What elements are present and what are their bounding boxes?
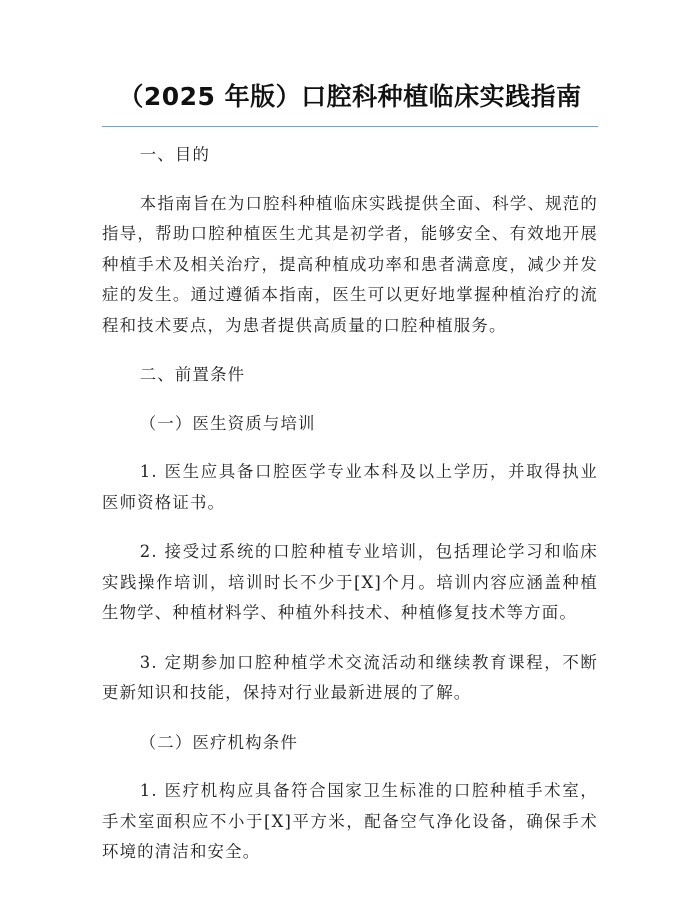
section-heading-purpose: 一、目的 [139, 145, 211, 164]
title-divider [102, 126, 598, 127]
document-body [102, 140, 598, 868]
subsection-heading-institution-conditions: （二）医疗机构条件 [139, 732, 299, 752]
document-title: （2025 年版）口腔科种植临床实践指南 [118, 82, 582, 111]
doctor-qualification-item-3: 3. 定期参加口腔种植学术交流活动和继续教育课程，不断更新知识和技能，保持对行业最新进展的了解。 [102, 652, 598, 702]
purpose-paragraph: 本指南旨在为口腔科种植临床实践提供全面、科学、规范的指导，帮助口腔种植医生尤其是初学者，能够安全、有效地开展种植手术及相关治疗，提高种植成功率和患者满意度，减少并发症的发生。通过遵循本指南，医生可以更好地掌握种植治疗的流程和技术要点，为患者提供高质量的口腔种植服务。 [102, 193, 598, 335]
doctor-qualification-item-1: 1. 医生应具备口腔医学专业本科及以上学历，并取得执业医师资格证书。 [102, 462, 598, 512]
doctor-qualification-item-2: 2. 接受过系统的口腔种植专业培训，包括理论学习和临床实践操作培训，培训时长不少于[X]个月。培训内容应涵盖种植生物学、种植材料学、种植外科技术、种植修复技术等方面。 [102, 542, 598, 622]
institution-conditions-item-1: 1. 医疗机构应具备符合国家卫生标准的口腔种植手术室，手术室面积应不小于[X]平方米，配备空气净化设备，确保手术环境的清洁和安全。 [102, 781, 598, 861]
section-heading-prerequisites: 二、前置条件 [139, 365, 246, 384]
subsection-heading-doctor-qualification: （一）医生资质与培训 [139, 413, 316, 433]
